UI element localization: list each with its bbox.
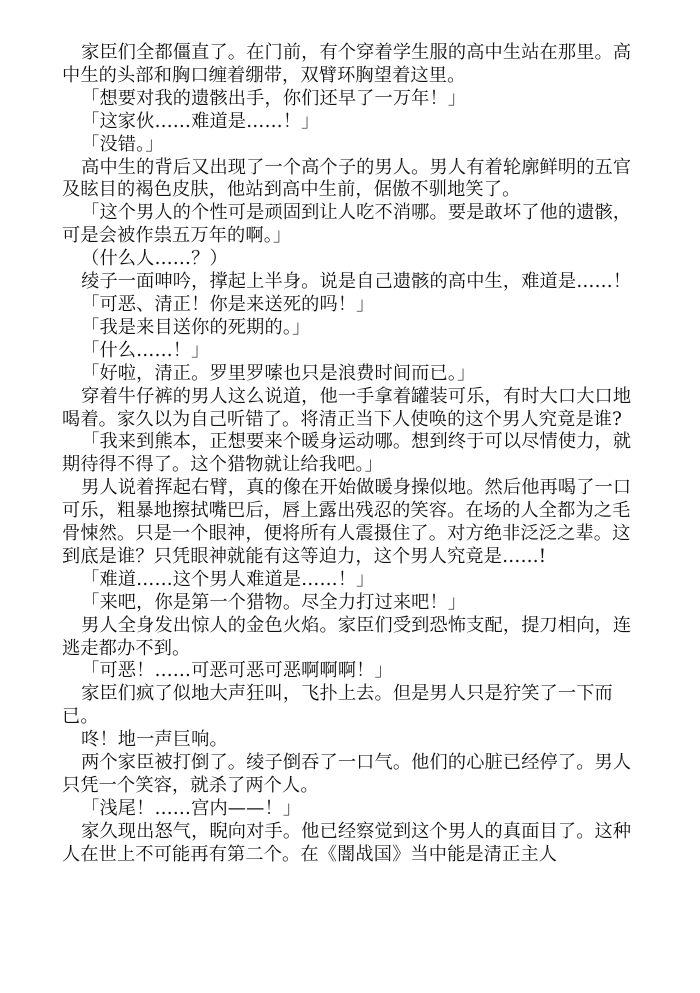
dialog-paragraph: 「可恶、清正！你是来送死的吗！」 xyxy=(81,293,375,315)
dialog-paragraph: （什么人……？） xyxy=(81,248,228,270)
text-paragraph: 男人说着挥起右臂，真的像在开始做暖身操似地。然后他再喝了一口可乐，粗暴地擦拭嘴巴后，唇上露出残忍的笑容。在场的人全都为之毛骨悚然。只是一个眼神，便将所有人震摄住了。对方绝非泛泛之辈。这到底是谁？只凭眼神就能有这等迫力，这个男人究竟是……! xyxy=(62,477,632,567)
dialog-paragraph: 「没错。」 xyxy=(81,133,164,155)
dialog-paragraph: 「我是来目送你的死期的。」 xyxy=(81,316,311,338)
dialog-paragraph: 「想要对我的遗骸出手，你们还早了一万年！」 xyxy=(81,87,467,109)
text-paragraph: 高中生的背后又出现了一个高个子的男人。男人有着轮廓鲜明的五官及眩目的褐色皮肤，他站到高中生前，倨傲不驯地笑了。 xyxy=(62,156,632,201)
text-paragraph: 家臣们疯了似地大声狂叫，飞扑上去。但是男人只是狞笑了一下而已。 xyxy=(62,683,613,728)
text-paragraph: 男人全身发出惊人的金色火焰。家臣们受到恐怖支配，提刀相向，连逃走都办不到。 xyxy=(62,614,632,659)
dialog-paragraph: 「这个男人的个性可是顽固到让人吃不消哪。要是敢坏了他的遗骸，可是会被作祟五万年的啊。」 xyxy=(62,202,632,247)
dialog-paragraph: 「来吧，你是第一个猎物。尽全力打过来吧！」 xyxy=(81,591,467,613)
dialog-paragraph: 「这家伙……难道是……！」 xyxy=(81,110,320,132)
document-page xyxy=(62,42,634,867)
text-paragraph: 家久现出怒气，睨向对手。他已经察觉到这个男人的真面目了。这种人在世上不可能再有第二个。在《闇战国》当中能是清正主人 xyxy=(62,820,632,865)
dialog-paragraph: 「浅尾！……宫内——！」 xyxy=(81,797,302,819)
dialog-paragraph: 「好啦，清正。罗里罗嗦也只是浪费时间而已。」 xyxy=(81,362,476,384)
text-paragraph: 家臣们全都僵直了。在门前，有个穿着学生服的高中生站在那里。高中生的头部和胸口缠着绷带，双臂环胸望着这里。 xyxy=(62,42,632,86)
text-paragraph: 咚！地一声巨响。 xyxy=(81,729,228,751)
dialog-paragraph: 「可恶！……可恶可恶可恶啊啊啊！」 xyxy=(81,660,393,682)
text-paragraph: 两个家臣被打倒了。绫子倒吞了一口气。他们的心脏已经停了。男人只凭一个笑容，就杀了两个人。 xyxy=(62,752,632,796)
dialog-paragraph: 「难道……这个男人难道是……！」 xyxy=(81,568,375,590)
text-paragraph: 绫子一面呻吟，撑起上半身。说是自己遗骸的高中生，难道是……！ xyxy=(81,271,632,293)
text-paragraph: 穿着牛仔裤的男人这么说道，他一手拿着罐装可乐，有时大口大口地喝着。家久以为自己听错了。将清正当下人使唤的这个男人究竟是谁? xyxy=(62,385,632,430)
dialog-paragraph: 「什么……！」 xyxy=(81,339,210,361)
dialog-paragraph: 「我来到熊本，正想要来个暖身运动哪。想到终于可以尽情使力，就期待得不得了。这个猎物就让给我吧。」 xyxy=(62,431,632,476)
